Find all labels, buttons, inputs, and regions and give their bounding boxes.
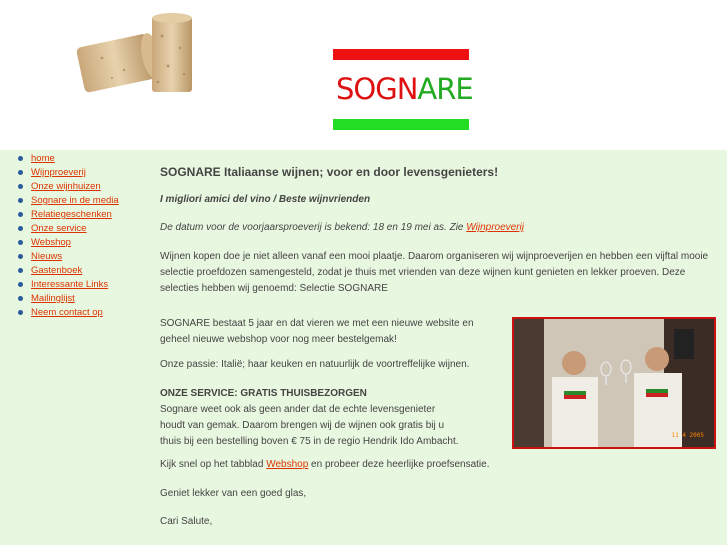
nav-item-home xyxy=(16,152,119,166)
service-line-2: houdt van gemak. Daarom brengen wij de wijnen ook gratis bij u xyxy=(160,420,445,431)
nav-link-nieuws[interactable]: Nieuws xyxy=(31,251,63,262)
nav-link-links[interactable]: Interessante Links xyxy=(31,279,109,290)
tip-text-after: en probeer deze heerlijke proefsensatie. xyxy=(308,459,490,470)
service-line-3: thuis bij een bestelling boven € 75 in de regio Hendrik Ido Ambacht. xyxy=(160,436,459,447)
service-heading: ONZE SERVICE: GRATIS THUISBEZORGEN xyxy=(160,388,367,399)
tagline: I migliori amici del vino / Beste wijnvrienden xyxy=(160,194,371,205)
nav-item-media xyxy=(16,194,119,208)
sognare-logo: SOGNARE xyxy=(336,72,473,106)
nav-link-webshop[interactable]: Webshop xyxy=(31,237,71,248)
nav-item-links xyxy=(16,278,119,292)
nav-link-wijnproeverij[interactable]: Wijnproeverij xyxy=(31,167,86,178)
nav-link-gastenboek[interactable]: Gastenboek xyxy=(31,265,83,276)
wijnproeverij-inline-link[interactable]: Wijnproeverij xyxy=(466,222,524,233)
nav-item-wijnhuizen xyxy=(16,180,119,194)
passion-paragraph: Onze passie: Italië; haar keuken en natuurlijk de voortreffelijke wijnen. xyxy=(160,359,470,370)
nav-item-webshop xyxy=(16,236,119,250)
nav-item-contact xyxy=(16,306,119,320)
photo-date-stamp: 11 4 2005 xyxy=(671,432,704,439)
closing-text: Cari Salute, xyxy=(160,516,213,527)
hosts-photo-image xyxy=(514,319,714,447)
nav-link-home[interactable]: home xyxy=(31,153,55,164)
nav-item-relatiegeschenken xyxy=(16,208,119,222)
tasting-notice xyxy=(160,220,524,236)
tasting-notice-text: De datum voor de voorjaarsproeverij is bekend: 18 en 19 mei as. Zie xyxy=(160,222,467,233)
nav-link-relatiegeschenken[interactable]: Relatiegeschenken xyxy=(31,209,112,220)
webshop-tip xyxy=(160,457,490,473)
page-title: SOGNARE Italiaanse wijnen; voor en door levensgenieters! xyxy=(160,165,499,179)
service-paragraph xyxy=(160,402,480,450)
service-line-1: Sognare weet ook als geen ander dat de echte levensgenieter xyxy=(160,404,436,415)
nav-item-wijnproeverij xyxy=(16,166,119,180)
nav-link-service[interactable]: Onze service xyxy=(31,223,87,234)
header xyxy=(0,0,727,150)
nav-item-service xyxy=(16,222,119,236)
nav-link-mailinglijst[interactable]: Mailinglijst xyxy=(31,293,75,304)
anniversary-paragraph: SOGNARE bestaat 5 jaar en dat vieren we met een nieuwe website en geheel nieuwe webshop voor nog meer bestelgemak! xyxy=(160,318,474,345)
nav-link-media[interactable]: Sognare in de media xyxy=(31,195,119,206)
sidebar-nav xyxy=(16,152,119,320)
webshop-inline-link[interactable]: Webshop xyxy=(266,459,309,470)
nav-item-mailinglijst xyxy=(16,292,119,306)
wish-text: Geniet lekker van een goed glas, xyxy=(160,488,307,499)
hosts-photo xyxy=(512,317,716,449)
wine-corks-image xyxy=(72,12,207,100)
flag-green-bar xyxy=(333,119,469,130)
nav-link-contact[interactable]: Neem contact op xyxy=(31,307,103,318)
nav-item-gastenboek xyxy=(16,264,119,278)
flag-red-bar xyxy=(333,49,469,60)
intro-paragraph: Wijnen kopen doe je niet alleen vanaf een mooi plaatje. Daarom organiseren wij wijnproeverijen en hebben een vijftal mooie selectie proefdozen samengesteld, zodat je thuis met vrienden van deze wijnen kunt genieten en lekker proeven. Deze selecties hebben wij genoemd: Selectie SOGNARE xyxy=(160,251,709,294)
tip-text-before: Kijk snel op het tabblad xyxy=(160,459,267,470)
nav-link-wijnhuizen[interactable]: Onze wijnhuizen xyxy=(31,181,101,192)
content-area xyxy=(0,150,727,545)
nav-item-nieuws xyxy=(16,250,119,264)
